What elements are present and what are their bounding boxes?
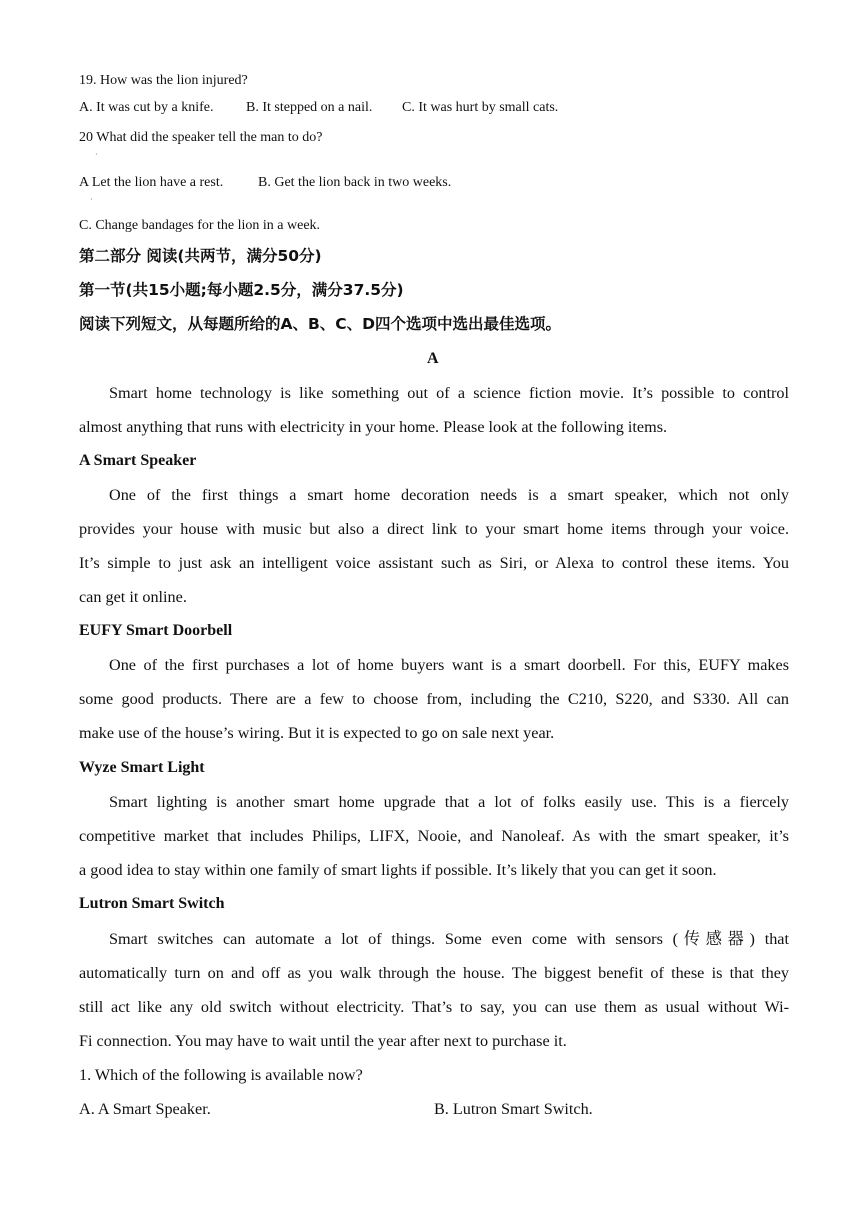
item-heading-doorbell: EUFY Smart Doorbell <box>79 622 233 639</box>
item-text-line: provides your house with music but also a direct link to your smart home items through your voice. <box>79 520 789 538</box>
item-heading-smart-light: Wyze Smart Light <box>79 759 205 776</box>
q20-option-c: C. Change bandages for the lion in a week. <box>79 218 321 233</box>
item-text-line: some good products. There are a few to choose from, including the C210, S220, and S330. All can <box>79 690 789 708</box>
question-1: 1. Which of the following is available now? <box>79 1066 363 1084</box>
q19-option-b: B. It stepped on a nail. <box>246 100 373 115</box>
item-text-line: can get it online. <box>79 588 187 606</box>
q19-option-c: C. It was hurt by small cats. <box>402 100 559 115</box>
q1-option-b: B. Lutron Smart Switch. <box>434 1100 593 1118</box>
q19-option-a: A. It was cut by a knife. <box>79 100 214 115</box>
instructions: 阅读下列短文，从每题所给的A、B、C、D四个选项中选出最佳选项。 <box>79 315 562 333</box>
intro-line: almost anything that runs with electricity in your home. Please look at the following items. <box>79 418 668 436</box>
item-text-line: automatically turn on and off as you walk through the house. The biggest benefit of these is that they <box>79 964 789 982</box>
subsection-title: 第一节(共15小题;每小题2.5分，满分37.5分) <box>79 281 404 299</box>
q20-option-b: B. Get the lion back in two weeks. <box>258 175 452 190</box>
item-heading-smart-speaker: A Smart Speaker <box>79 452 197 469</box>
item-text-line: One of the first things a smart home decoration needs is a smart speaker, which not only <box>109 486 789 504</box>
item-text-line: still act like any old switch without electricity. That’s to say, you can use them as usual without Wi- <box>79 998 789 1016</box>
part-title: 第二部分 阅读(共两节，满分50分) <box>79 247 322 265</box>
intro-line: Smart home technology is like something out of a science fiction movie. It’s possible to control <box>109 384 789 402</box>
item-heading-smart-switch: Lutron Smart Switch <box>79 895 225 912</box>
item-text-line: make use of the house’s wiring. But it is expected to go on sale next year. <box>79 724 555 742</box>
q1-option-a: A. A Smart Speaker. <box>79 1100 211 1118</box>
passage-label: A <box>427 350 439 367</box>
item-text-line: a good idea to stay within one family of smart lights if possible. It’s likely that you can get it soon. <box>79 861 717 879</box>
question-20: 20 What did the speaker tell the man to do? <box>79 130 323 145</box>
item-text-line: It’s simple to just ask an intelligent voice assistant such as Siri, or Alexa to control these items. You <box>79 554 789 572</box>
item-text-line: competitive market that includes Philips, LIFX, Nooie, and Nanoleaf. As with the smart speaker, it’s <box>79 827 789 845</box>
item-text-line: One of the first purchases a lot of home buyers want is a smart doorbell. For this, EUFY makes <box>109 656 789 674</box>
scan-speck: · <box>95 150 98 159</box>
item-text-line: Smart switches can automate a lot of things. Some even come with sensors (传感器) that <box>109 930 789 948</box>
q20-option-a: A Let the lion have a rest. <box>79 175 224 190</box>
item-text-line: Smart lighting is another smart home upgrade that a lot of folks easily use. This is a fiercely <box>109 793 789 811</box>
item-text-line: Fi connection. You may have to wait until the year after next to purchase it. <box>79 1032 567 1050</box>
question-19: 19. How was the lion injured? <box>79 73 248 88</box>
scan-speck: · <box>90 195 93 204</box>
